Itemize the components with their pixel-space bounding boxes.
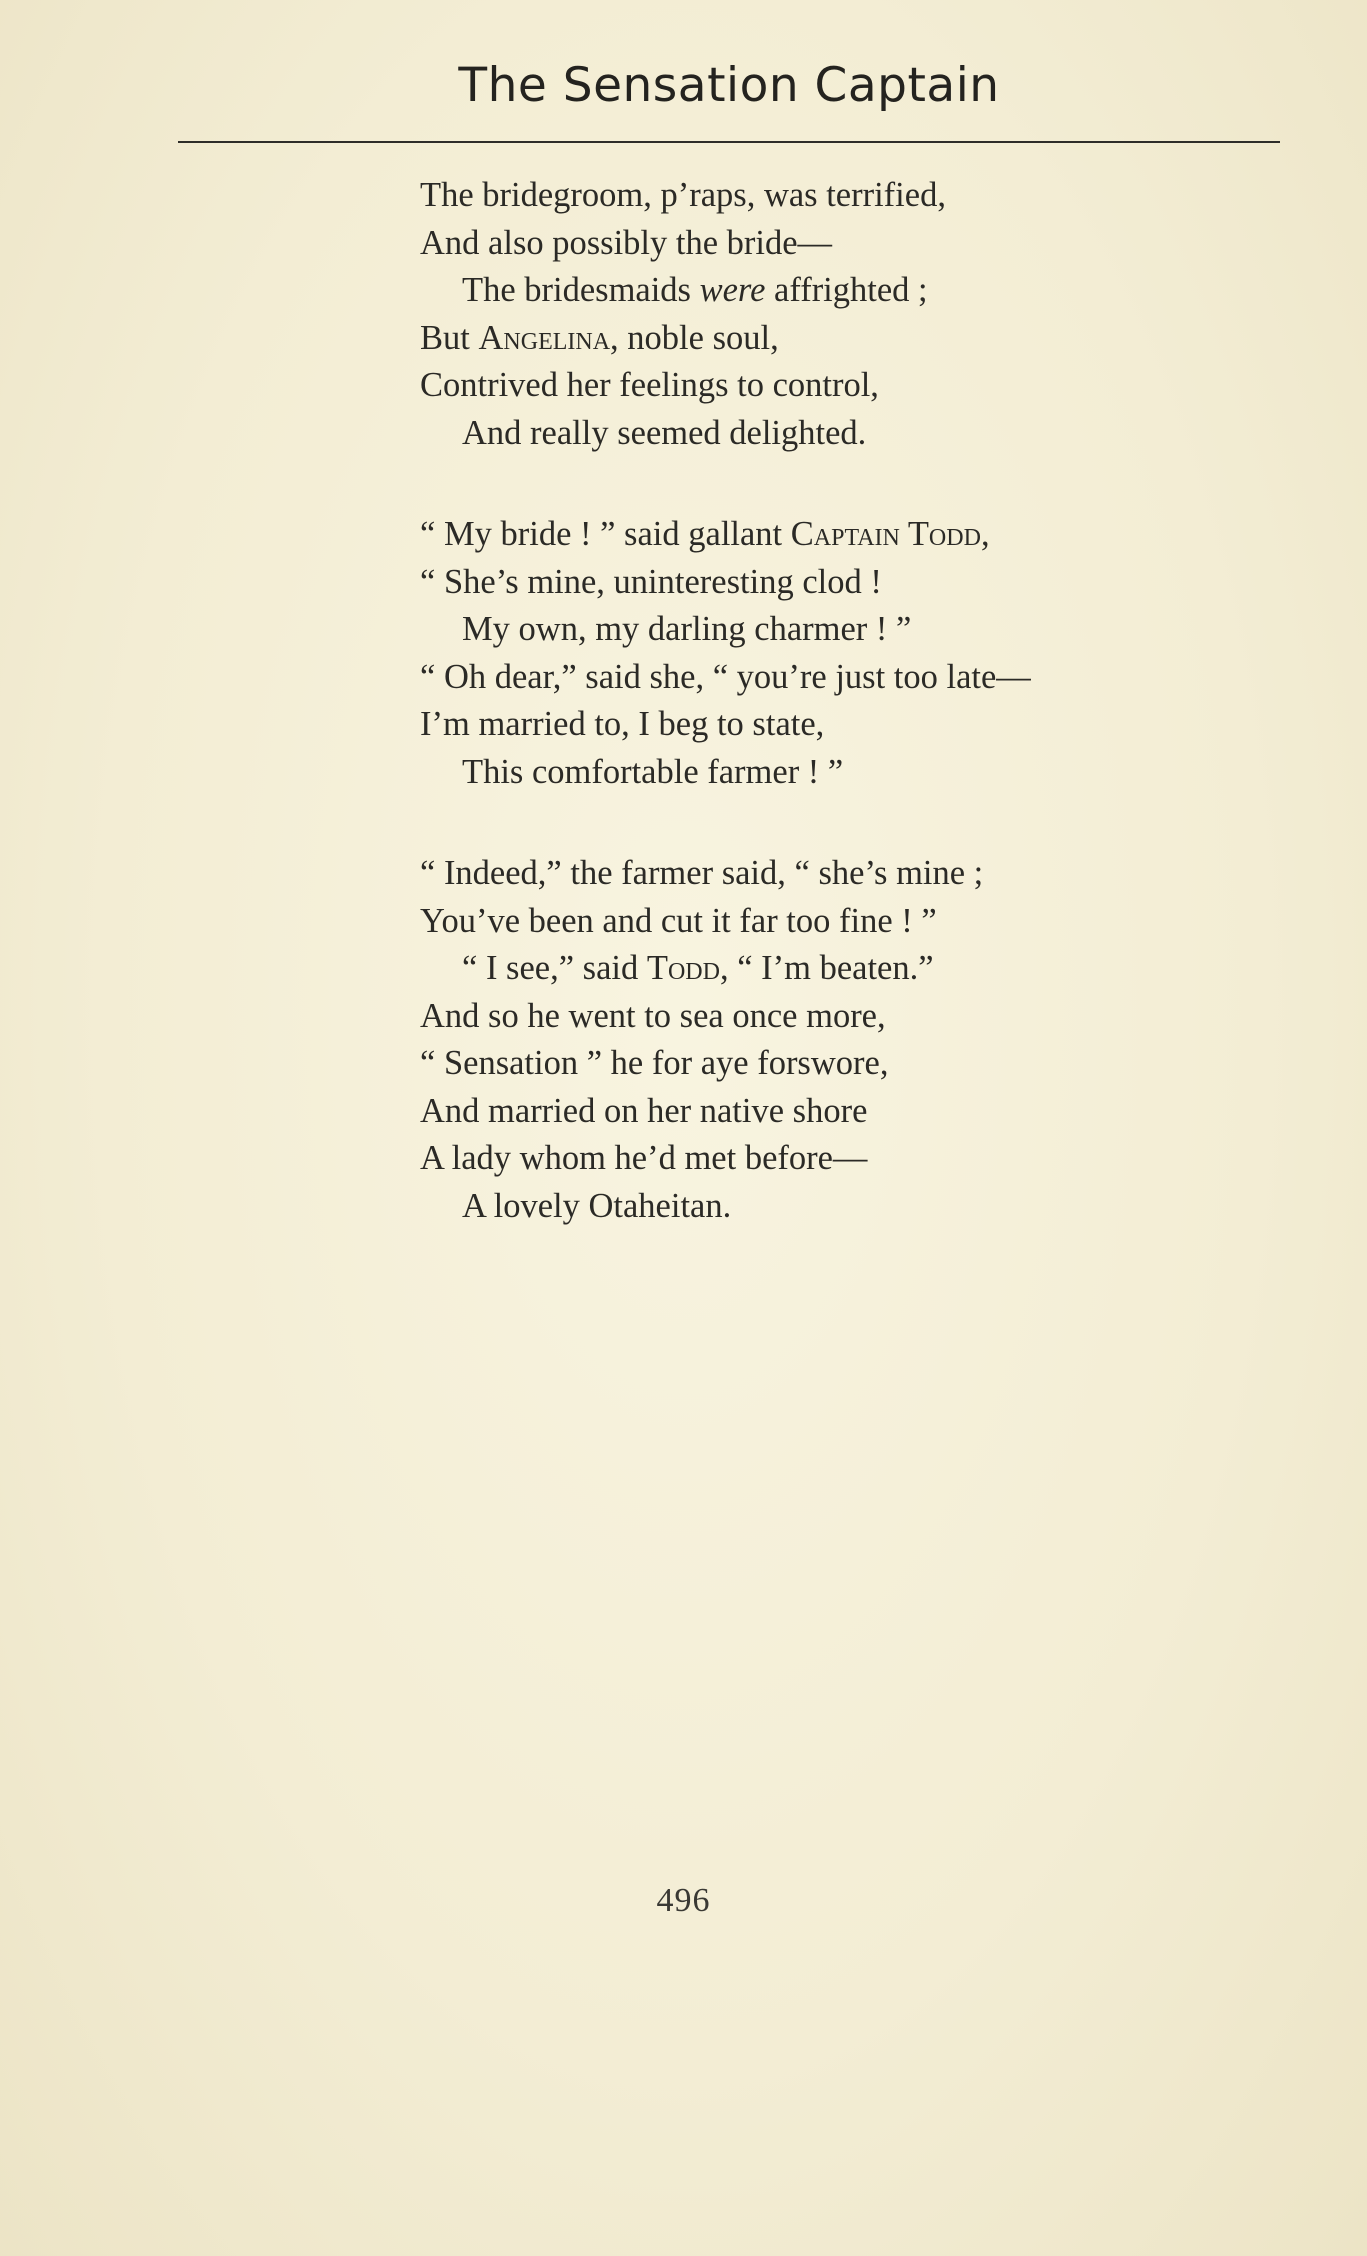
verse-line: And married on her native shore xyxy=(420,1091,868,1130)
verse-line: You’ve been and cut it far too fine ! ” xyxy=(420,901,937,940)
verse-line: “ I see,” said Todd, “ I’m beaten.” xyxy=(462,949,934,987)
verse-line: “ My bride ! ” said gallant Captain Todd, xyxy=(420,515,990,553)
emphasis: were xyxy=(699,271,766,309)
verse-line: A lady whom he’d met before— xyxy=(420,1139,868,1177)
poem xyxy=(420,172,1260,1284)
verse-line: I’m married to, I beg to state, xyxy=(420,705,825,743)
header-rule xyxy=(178,141,1280,143)
verse-line: And really seemed delighted. xyxy=(462,413,867,452)
verse-line: “ Oh dear,” said she, “ you’re just too late— xyxy=(420,657,1031,696)
stanza-3 xyxy=(420,850,1260,1230)
stanza-2 xyxy=(420,511,1260,796)
stanza-1 xyxy=(420,172,1260,457)
verse-line: And also possibly the bride— xyxy=(420,223,833,262)
verse-line: “ Indeed,” the farmer said, “ she’s mine ; xyxy=(420,854,984,892)
verse-line: And so he went to sea once more, xyxy=(420,996,886,1035)
verse-line: “ She’s mine, uninteresting clod ! xyxy=(420,562,882,601)
character-name: Captain Todd xyxy=(790,515,981,553)
running-head: The Sensation Captain xyxy=(458,58,1000,113)
verse-line: But Angelina, noble soul, xyxy=(420,318,779,357)
verse-line: The bridegroom, p’raps, was terrified, xyxy=(420,176,946,214)
page-number: 496 xyxy=(656,1882,711,1919)
verse-line: “ Sensation ” he for aye forswore, xyxy=(420,1044,889,1082)
verse-line: The bridesmaids were affrighted ; xyxy=(462,271,928,309)
verse-line: A lovely Otaheitan. xyxy=(462,1186,732,1225)
verse-line: My own, my darling charmer ! ” xyxy=(462,610,912,648)
verse-line: This comfortable farmer ! ” xyxy=(462,752,844,791)
character-name: Angelina xyxy=(478,318,611,357)
verse-line: Contrived her feelings to control, xyxy=(420,366,879,404)
character-name: Todd xyxy=(646,949,720,987)
